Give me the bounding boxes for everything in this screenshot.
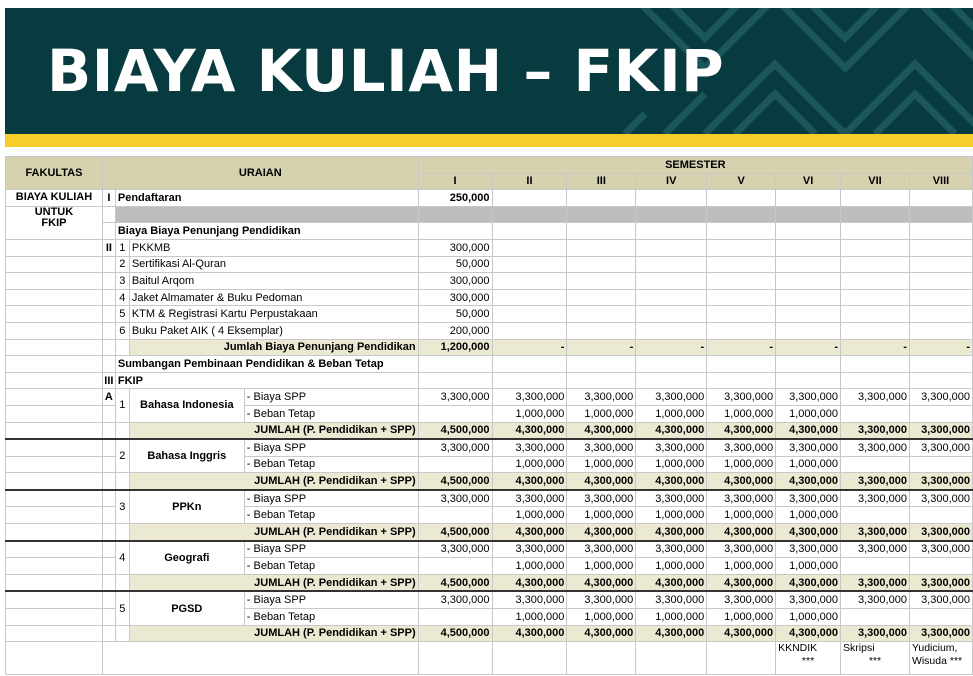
- prodi-jumlah-row: [6, 625, 973, 642]
- beban-value: 1,000,000: [707, 456, 776, 473]
- jumlah-value: 4,300,000: [707, 473, 776, 490]
- jumlah-value: 4,300,000: [707, 574, 776, 591]
- prodi-jumlah-row: [6, 473, 973, 490]
- beban-value: 1,000,000: [707, 609, 776, 626]
- jumlah-value: 4,300,000: [776, 574, 841, 591]
- fakultas-label: BIAYA KULIAH: [6, 190, 103, 207]
- footnote-skripsi: [841, 642, 910, 675]
- spp-value: 3,300,000: [909, 591, 972, 608]
- spp-label: - Biaya SPP: [244, 490, 418, 507]
- beban-value: [841, 507, 910, 524]
- penunjang-total-value: -: [567, 339, 636, 356]
- jumlah-value: 4,300,000: [567, 473, 636, 490]
- pendaftaran-value: 250,000: [418, 190, 492, 207]
- semester-header: SEMESTER: [418, 157, 972, 174]
- jumlah-value: 4,300,000: [776, 524, 841, 541]
- beban-value: 1,000,000: [776, 405, 841, 422]
- penunjang-total-value: -: [909, 339, 972, 356]
- spp-value: 3,300,000: [841, 541, 910, 558]
- roman-iii: III: [102, 372, 115, 389]
- beban-value: 1,000,000: [567, 558, 636, 575]
- penunjang-title-row: [6, 223, 973, 240]
- footnote-skripsi-line2: ***: [868, 655, 882, 668]
- semester-v: V: [707, 173, 776, 190]
- footnote-kkndik-line1: KKNDIK: [778, 642, 818, 655]
- prodi-name: Bahasa Indonesia: [129, 389, 244, 422]
- penunjang-total-value: -: [492, 339, 567, 356]
- tuition-table: [5, 156, 973, 675]
- beban-value: 1,000,000: [776, 558, 841, 575]
- prodi-spp-row: [6, 389, 973, 406]
- beban-value: 1,000,000: [492, 405, 567, 422]
- spp-label: - Biaya SPP: [244, 389, 418, 406]
- spp-value: 3,300,000: [841, 490, 910, 507]
- spp-value: 3,300,000: [492, 591, 567, 608]
- jumlah-value: 3,300,000: [841, 574, 910, 591]
- spp-value: 3,300,000: [841, 439, 910, 456]
- semester-viii: VIII: [909, 173, 972, 190]
- fkip-label: FKIP: [115, 372, 418, 389]
- penunjang-total-row: [6, 339, 973, 356]
- jumlah-value: 3,300,000: [909, 625, 972, 642]
- semester-iv: IV: [636, 173, 707, 190]
- spp-label: - Biaya SPP: [244, 439, 418, 456]
- semester-iii: III: [567, 173, 636, 190]
- jumlah-value: 4,500,000: [418, 422, 492, 439]
- fakultas-label-line2: UNTUK: [34, 206, 74, 218]
- beban-value: [909, 507, 972, 524]
- jumlah-label: JUMLAH (P. Pendidikan + SPP): [129, 422, 418, 439]
- jumlah-value: 4,300,000: [492, 473, 567, 490]
- spp-value: 3,300,000: [776, 490, 841, 507]
- footnote-row: [6, 642, 973, 675]
- penunjang-item-row: [6, 256, 973, 273]
- jumlah-value: 4,300,000: [567, 524, 636, 541]
- jumlah-value: 3,300,000: [841, 422, 910, 439]
- footnote-kkndik: [776, 642, 841, 675]
- spp-value: 3,300,000: [636, 591, 707, 608]
- beban-value: 1,000,000: [567, 609, 636, 626]
- spp-value: 3,300,000: [418, 490, 492, 507]
- jumlah-label: JUMLAH (P. Pendidikan + SPP): [129, 524, 418, 541]
- beban-value: [841, 558, 910, 575]
- beban-value: 1,000,000: [707, 558, 776, 575]
- beban-value: 1,000,000: [567, 507, 636, 524]
- jumlah-value: 4,300,000: [707, 422, 776, 439]
- penunjang-total-value: -: [707, 339, 776, 356]
- jumlah-value: 4,300,000: [776, 473, 841, 490]
- jumlah-value: 4,300,000: [707, 625, 776, 642]
- section-letter-a: A: [102, 389, 115, 406]
- footnote-yudicium-line1: Yudicium,: [911, 642, 958, 655]
- item-number: 3: [115, 273, 129, 290]
- prodi-number: 3: [115, 490, 129, 524]
- spp-value: 3,300,000: [567, 439, 636, 456]
- beban-value: 1,000,000: [776, 456, 841, 473]
- beban-value: 1,000,000: [707, 507, 776, 524]
- beban-value: 1,000,000: [492, 456, 567, 473]
- penunjang-item-row: [6, 306, 973, 323]
- fakultas-header: FAKULTAS: [6, 157, 103, 190]
- spp-value: 3,300,000: [841, 591, 910, 608]
- penunjang-total-label: Jumlah Biaya Penunjang Pendidikan: [129, 339, 418, 356]
- prodi-name: PGSD: [129, 591, 244, 625]
- jumlah-value: 4,300,000: [776, 625, 841, 642]
- item-value: 200,000: [418, 322, 492, 339]
- spp-value: 3,300,000: [909, 490, 972, 507]
- item-label: PKKMB: [129, 239, 418, 256]
- prodi-name: PPKn: [129, 490, 244, 524]
- spp-value: 3,300,000: [707, 389, 776, 406]
- spp-value: 3,300,000: [418, 591, 492, 608]
- spp-value: 3,300,000: [418, 389, 492, 406]
- spp-value: 3,300,000: [909, 439, 972, 456]
- beban-value: [418, 609, 492, 626]
- spp-value: 3,300,000: [636, 439, 707, 456]
- fkip-row: [6, 372, 973, 389]
- item-number: 5: [115, 306, 129, 323]
- jumlah-value: 4,500,000: [418, 524, 492, 541]
- item-number: 2: [115, 256, 129, 273]
- spp-value: 3,300,000: [567, 541, 636, 558]
- item-number: 4: [115, 289, 129, 306]
- beban-value: [909, 558, 972, 575]
- penunjang-title: Biaya Biaya Penunjang Pendidikan: [115, 223, 418, 240]
- prodi-number: 1: [115, 389, 129, 422]
- prodi-jumlah-row: [6, 574, 973, 591]
- item-label: Sertifikasi Al-Quran: [129, 256, 418, 273]
- jumlah-value: 4,300,000: [567, 625, 636, 642]
- jumlah-value: 4,500,000: [418, 473, 492, 490]
- item-label: KTM & Registrasi Kartu Perpustakaan: [129, 306, 418, 323]
- jumlah-value: 4,300,000: [492, 524, 567, 541]
- pendaftaran-row: [6, 190, 973, 207]
- beban-value: [418, 405, 492, 422]
- jumlah-label: JUMLAH (P. Pendidikan + SPP): [129, 625, 418, 642]
- prodi-number: 5: [115, 591, 129, 625]
- page-title: BIAYA KULIAH – FKIP: [47, 37, 725, 105]
- jumlah-value: 4,300,000: [636, 524, 707, 541]
- pendaftaran-label: Pendaftaran: [115, 190, 418, 207]
- beban-value: [841, 609, 910, 626]
- item-number: 1: [115, 239, 129, 256]
- jumlah-value: 3,300,000: [909, 473, 972, 490]
- spp-value: 3,300,000: [776, 389, 841, 406]
- spp-label: - Biaya SPP: [244, 541, 418, 558]
- prodi-spp-row: [6, 490, 973, 507]
- beban-label: - Beban Tetap: [244, 507, 418, 524]
- spp-value: 3,300,000: [636, 389, 707, 406]
- beban-label: - Beban Tetap: [244, 558, 418, 575]
- beban-value: 1,000,000: [492, 558, 567, 575]
- beban-value: 1,000,000: [707, 405, 776, 422]
- jumlah-value: 4,300,000: [636, 422, 707, 439]
- semester-vi: VI: [776, 173, 841, 190]
- separator-row: [6, 206, 973, 223]
- spp-value: 3,300,000: [707, 591, 776, 608]
- semester-i: I: [418, 173, 492, 190]
- footnote-yudicium: [909, 642, 972, 675]
- roman-i: I: [102, 190, 115, 207]
- spp-value: 3,300,000: [636, 541, 707, 558]
- item-label: Buku Paket AIK ( 4 Eksemplar): [129, 322, 418, 339]
- roman-ii: II: [102, 239, 115, 256]
- footnote-yudicium-line2: Wisuda ***: [911, 655, 963, 668]
- spp-value: 3,300,000: [776, 439, 841, 456]
- penunjang-item-row: [6, 289, 973, 306]
- semester-ii: II: [492, 173, 567, 190]
- spp-value: 3,300,000: [636, 490, 707, 507]
- uraian-header: URAIAN: [102, 157, 418, 190]
- jumlah-value: 4,300,000: [492, 625, 567, 642]
- jumlah-value: 4,500,000: [418, 625, 492, 642]
- item-value: 50,000: [418, 256, 492, 273]
- prodi-number: 2: [115, 439, 129, 473]
- jumlah-value: 4,500,000: [418, 574, 492, 591]
- item-value: 300,000: [418, 289, 492, 306]
- penunjang-total-value: -: [776, 339, 841, 356]
- spp-value: 3,300,000: [492, 439, 567, 456]
- spp-value: 3,300,000: [492, 389, 567, 406]
- prodi-name: Bahasa Inggris: [129, 439, 244, 473]
- jumlah-value: 4,300,000: [707, 524, 776, 541]
- spp-label: - Biaya SPP: [244, 591, 418, 608]
- spp-value: 3,300,000: [567, 591, 636, 608]
- semester-vii: VII: [841, 173, 910, 190]
- jumlah-value: 3,300,000: [909, 524, 972, 541]
- footnote-skripsi-line1: Skripsi: [843, 642, 875, 655]
- beban-value: [909, 456, 972, 473]
- spp-value: 3,300,000: [707, 490, 776, 507]
- title-banner: [5, 8, 973, 134]
- spp-value: 3,300,000: [707, 439, 776, 456]
- item-value: 300,000: [418, 273, 492, 290]
- jumlah-label: JUMLAH (P. Pendidikan + SPP): [129, 574, 418, 591]
- jumlah-value: 4,300,000: [567, 574, 636, 591]
- prodi-jumlah-row: [6, 422, 973, 439]
- item-label: Baitul Arqom: [129, 273, 418, 290]
- spp-value: 3,300,000: [418, 439, 492, 456]
- penunjang-total-value: -: [636, 339, 707, 356]
- beban-label: - Beban Tetap: [244, 609, 418, 626]
- sumbangan-title: Sumbangan Pembinaan Pendidikan & Beban Tetap: [115, 356, 418, 373]
- jumlah-value: 4,300,000: [567, 422, 636, 439]
- beban-label: - Beban Tetap: [244, 456, 418, 473]
- penunjang-item-row: [6, 239, 973, 256]
- prodi-spp-row: [6, 591, 973, 608]
- beban-label: - Beban Tetap: [244, 405, 418, 422]
- spp-value: 3,300,000: [776, 541, 841, 558]
- spp-value: 3,300,000: [776, 591, 841, 608]
- prodi-number: 4: [115, 541, 129, 575]
- item-number: 6: [115, 322, 129, 339]
- jumlah-value: 4,300,000: [636, 473, 707, 490]
- header-row: [6, 157, 973, 174]
- jumlah-value: 4,300,000: [492, 574, 567, 591]
- accent-stripe: [5, 134, 973, 147]
- prodi-spp-row: [6, 439, 973, 456]
- jumlah-value: 3,300,000: [841, 473, 910, 490]
- beban-value: 1,000,000: [776, 507, 841, 524]
- jumlah-value: 4,300,000: [636, 625, 707, 642]
- spp-value: 3,300,000: [567, 389, 636, 406]
- spp-value: 3,300,000: [418, 541, 492, 558]
- beban-value: 1,000,000: [776, 609, 841, 626]
- spp-value: 3,300,000: [841, 389, 910, 406]
- beban-value: [909, 405, 972, 422]
- beban-value: 1,000,000: [636, 609, 707, 626]
- jumlah-value: 3,300,000: [909, 422, 972, 439]
- spp-value: 3,300,000: [567, 490, 636, 507]
- beban-value: [418, 456, 492, 473]
- penunjang-item-row: [6, 322, 973, 339]
- beban-value: [841, 456, 910, 473]
- spp-value: 3,300,000: [707, 541, 776, 558]
- fakultas-label-line3: FKIP: [41, 216, 67, 229]
- item-value: 50,000: [418, 306, 492, 323]
- beban-value: 1,000,000: [492, 507, 567, 524]
- prodi-spp-row: [6, 541, 973, 558]
- beban-value: [418, 558, 492, 575]
- beban-value: 1,000,000: [636, 405, 707, 422]
- beban-value: 1,000,000: [567, 456, 636, 473]
- beban-value: 1,000,000: [567, 405, 636, 422]
- beban-value: 1,000,000: [636, 507, 707, 524]
- penunjang-total-value: 1,200,000: [418, 339, 492, 356]
- jumlah-value: 4,300,000: [776, 422, 841, 439]
- jumlah-value: 3,300,000: [909, 574, 972, 591]
- penunjang-item-row: [6, 273, 973, 290]
- spp-value: 3,300,000: [492, 490, 567, 507]
- prodi-jumlah-row: [6, 524, 973, 541]
- spp-value: 3,300,000: [492, 541, 567, 558]
- beban-value: [909, 609, 972, 626]
- jumlah-value: 4,300,000: [492, 422, 567, 439]
- beban-value: [418, 507, 492, 524]
- spp-value: 3,300,000: [909, 541, 972, 558]
- footnote-kkndik-line2: ***: [801, 655, 815, 668]
- beban-value: 1,000,000: [492, 609, 567, 626]
- item-value: 300,000: [418, 239, 492, 256]
- jumlah-label: JUMLAH (P. Pendidikan + SPP): [129, 473, 418, 490]
- prodi-name: Geografi: [129, 541, 244, 575]
- jumlah-value: 3,300,000: [841, 625, 910, 642]
- sumbangan-title-row: [6, 356, 973, 373]
- beban-value: [841, 405, 910, 422]
- spp-value: 3,300,000: [909, 389, 972, 406]
- jumlah-value: 3,300,000: [841, 524, 910, 541]
- beban-value: 1,000,000: [636, 456, 707, 473]
- jumlah-value: 4,300,000: [636, 574, 707, 591]
- item-label: Jaket Almamater & Buku Pedoman: [129, 289, 418, 306]
- beban-value: 1,000,000: [636, 558, 707, 575]
- penunjang-total-value: -: [841, 339, 910, 356]
